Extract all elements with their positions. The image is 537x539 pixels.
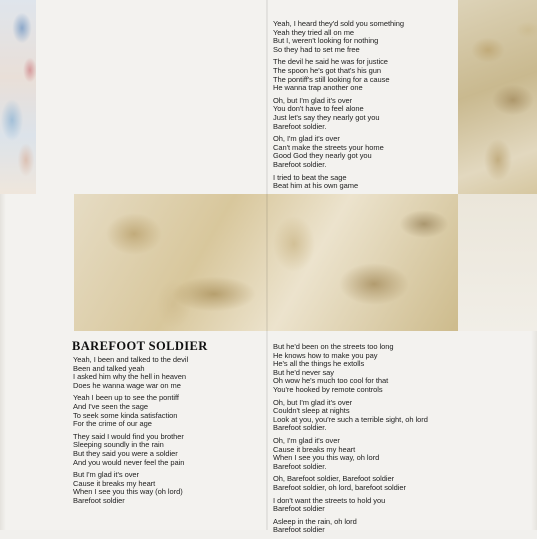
lyric-line: Oh wow he's much too cool for that: [273, 376, 389, 386]
lyric-line: And I've seen the sage: [73, 401, 148, 411]
lyric-stanza: [273, 58, 404, 92]
lyric-line: Barefoot soldier.: [273, 423, 327, 433]
lyrics-column-top-right: [273, 20, 404, 195]
lyric-line: Beat him at his own game: [273, 181, 359, 191]
lyric-line: Look at you, you're such a terrible sight, oh lord: [273, 414, 428, 424]
lyric-line: Yeah, I been and talked to the devil: [73, 355, 189, 364]
lyric-line: Oh, Barefoot soldier, Barefoot soldier: [273, 474, 395, 484]
lyric-line: To seek some kinda satisfaction: [73, 410, 178, 420]
lyric-line: For the crime of our age: [73, 419, 152, 429]
lyric-line: But he'd never say: [273, 367, 334, 377]
lyric-line: Sleeping soundly in the rain: [73, 440, 164, 450]
lyric-line: Been and talked yeah: [73, 363, 145, 373]
artwork-top-left: [0, 0, 36, 194]
song-title: BAREFOOT SOLDIER: [72, 339, 208, 353]
lyric-stanza: [273, 475, 428, 492]
lyric-line: Barefoot soldier: [273, 525, 325, 535]
lyric-line: Barefoot soldier.: [273, 159, 327, 169]
lyric-line: Yeah they tried all on me: [273, 27, 355, 37]
lyric-line: Does he wanna wage war on me: [73, 380, 181, 390]
lyric-stanza: [273, 135, 404, 169]
lyric-stanza: [273, 518, 428, 535]
lyric-line: So they had to set me free: [273, 44, 360, 54]
lyric-line: You don't have to feel alone: [273, 104, 364, 114]
artwork-band-edge: [458, 194, 537, 331]
lyric-line: But they said you were a soldier: [73, 448, 178, 458]
lyric-line: The devil he said he was for justice: [273, 57, 388, 67]
lyric-line: But I'm glad it's over: [73, 470, 139, 480]
lyric-line: Oh, I'm glad it's over: [273, 435, 340, 445]
lyric-stanza: [273, 20, 404, 54]
lyric-stanza: [73, 356, 188, 390]
lyric-stanza: [73, 433, 188, 467]
lyric-line: Cause it breaks my heart: [273, 444, 356, 454]
lyric-line: Oh, but I'm glad it's over: [273, 95, 353, 105]
lyric-line: Just let's say they nearly got you: [273, 112, 380, 122]
lyric-stanza: [273, 174, 404, 191]
lyric-stanza: [73, 471, 188, 505]
lyric-stanza: [273, 437, 428, 471]
artwork-top-right: [458, 0, 537, 194]
lyric-line: But he'd been on the streets too long: [273, 342, 394, 351]
lyric-line: I don't want the streets to hold you: [273, 495, 386, 505]
lyric-line: When I see you this way (oh lord): [73, 487, 183, 497]
lyrics-column-bottom-left: [73, 356, 188, 510]
lyric-stanza: [273, 97, 404, 131]
lyric-line: Good God they nearly got you: [273, 151, 372, 161]
lyric-line: Asleep in the rain, oh lord: [273, 516, 357, 526]
lyric-line: But I, weren't looking for nothing: [273, 36, 379, 46]
lyric-line: Oh, but I'm glad it's over: [273, 397, 353, 407]
lyric-line: Oh, I'm glad it's over: [273, 134, 340, 144]
lyric-line: I tried to beat the sage: [273, 172, 347, 182]
lyric-line: Barefoot soldier: [73, 495, 125, 505]
lyric-stanza: [273, 399, 428, 433]
lyric-stanza: [273, 497, 428, 514]
lyric-line: Barefoot soldier: [273, 504, 325, 514]
lyric-line: Barefoot soldier.: [273, 121, 327, 131]
lyric-line: He's all the things he extolls: [273, 359, 365, 369]
lyric-line: He knows how to make you pay: [273, 350, 378, 360]
lyric-line: Barefoot soldier.: [273, 461, 327, 471]
lyric-line: Couldn't sleep at nights: [273, 406, 350, 416]
lyric-line: You're hooked by remote controls: [273, 384, 383, 394]
lyric-line: Yeah I been up to see the pontiff: [73, 393, 179, 403]
lyric-line: Barefoot soldier, oh lord, barefoot soldier: [273, 482, 406, 492]
lyric-line: The spoon he's got that's his gun: [273, 65, 381, 75]
lyric-stanza: [73, 394, 188, 428]
lyric-line: He wanna trap another one: [273, 83, 363, 93]
lyrics-column-bottom-right: [273, 343, 428, 539]
lyric-line: And you would never feel the pain: [73, 457, 185, 467]
lyric-line: The pontiff's still looking for a cause: [273, 74, 390, 84]
lyric-line: Can't make the streets your home: [273, 142, 384, 152]
lyric-line: Cause it breaks my heart: [73, 478, 156, 488]
lyric-line: I asked him why the hell in heaven: [73, 372, 186, 382]
booklet-fold: [266, 0, 268, 530]
lyric-line: Yeah, I heard they'd sold you something: [273, 19, 404, 28]
lyric-line: They said I would find you brother: [73, 431, 184, 441]
lyric-line: When I see you this way, oh lord: [273, 453, 380, 463]
lyric-stanza: [273, 343, 428, 395]
